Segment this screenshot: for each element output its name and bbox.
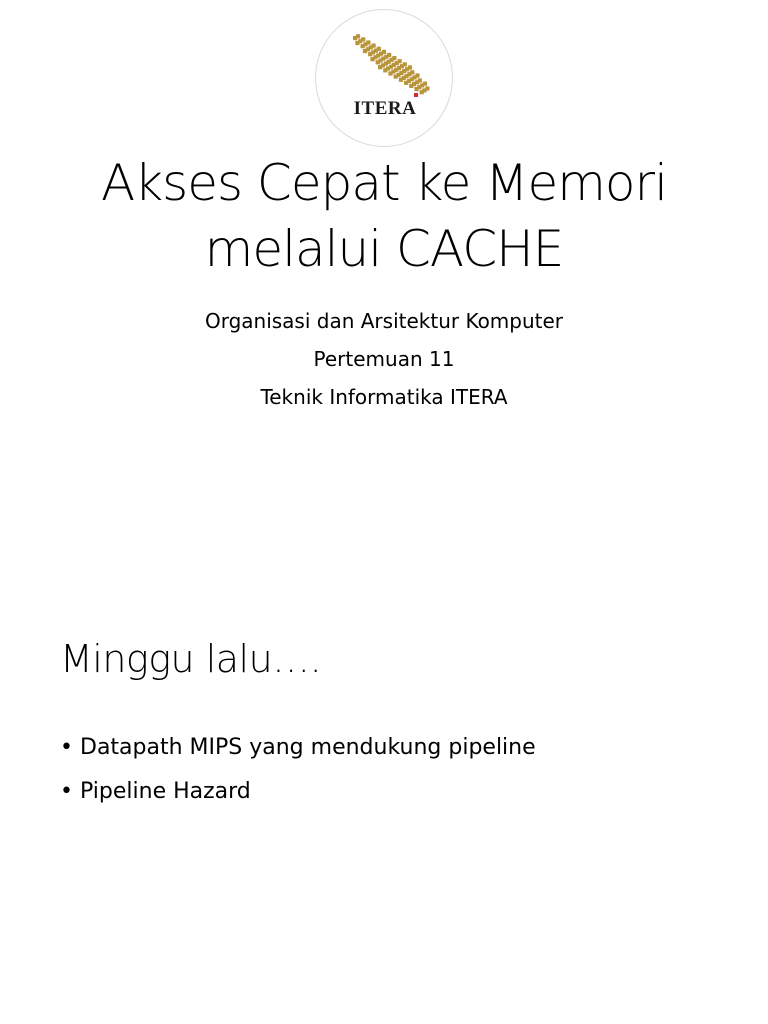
list-item [60,726,536,770]
subtitle-course: Organisasi dan Arsitektur Komputer [204,309,564,333]
logo-tile [372,44,376,48]
logo-tile [387,53,391,57]
subtitle-department: Teknik Informatika ITERA [260,385,508,409]
logo-tile [398,59,402,63]
logo-tile [382,50,386,54]
logo-text: ITERA [353,98,417,119]
logo-tile [356,34,360,38]
slide-recap [0,512,768,1024]
logo-tile [410,70,414,74]
logo-tile [415,73,419,77]
logo-accent-dot [414,93,418,97]
logo-tile [403,62,407,66]
logo-tile [418,78,422,82]
subtitle-meeting: Pertemuan 11 [313,347,455,371]
logo-tile [423,82,427,86]
logo-tile [361,37,365,41]
bullet-icon: • [60,779,73,804]
logo-tile [425,86,429,90]
recap-heading: Minggu lalu…. [60,637,322,681]
logo-tile [408,65,412,69]
bullet-text: Datapath MIPS yang mendukung pipeline [80,735,536,760]
title-line-2: melalui CACHE [204,220,564,278]
logo-tile [366,40,370,44]
logo-tile [392,56,396,60]
title-line-1: Akses Cepat ke Memori [101,154,667,212]
slide-title-heading [20,150,748,282]
recap-bullet-list [60,726,536,814]
bullet-text: Pipeline Hazard [80,779,251,804]
bullet-icon: • [60,735,73,760]
itera-logo [315,9,453,147]
logo-tile [377,47,381,51]
list-item [60,770,536,814]
slide-subtitle [20,302,748,416]
sumatra-map-icon [316,10,454,148]
